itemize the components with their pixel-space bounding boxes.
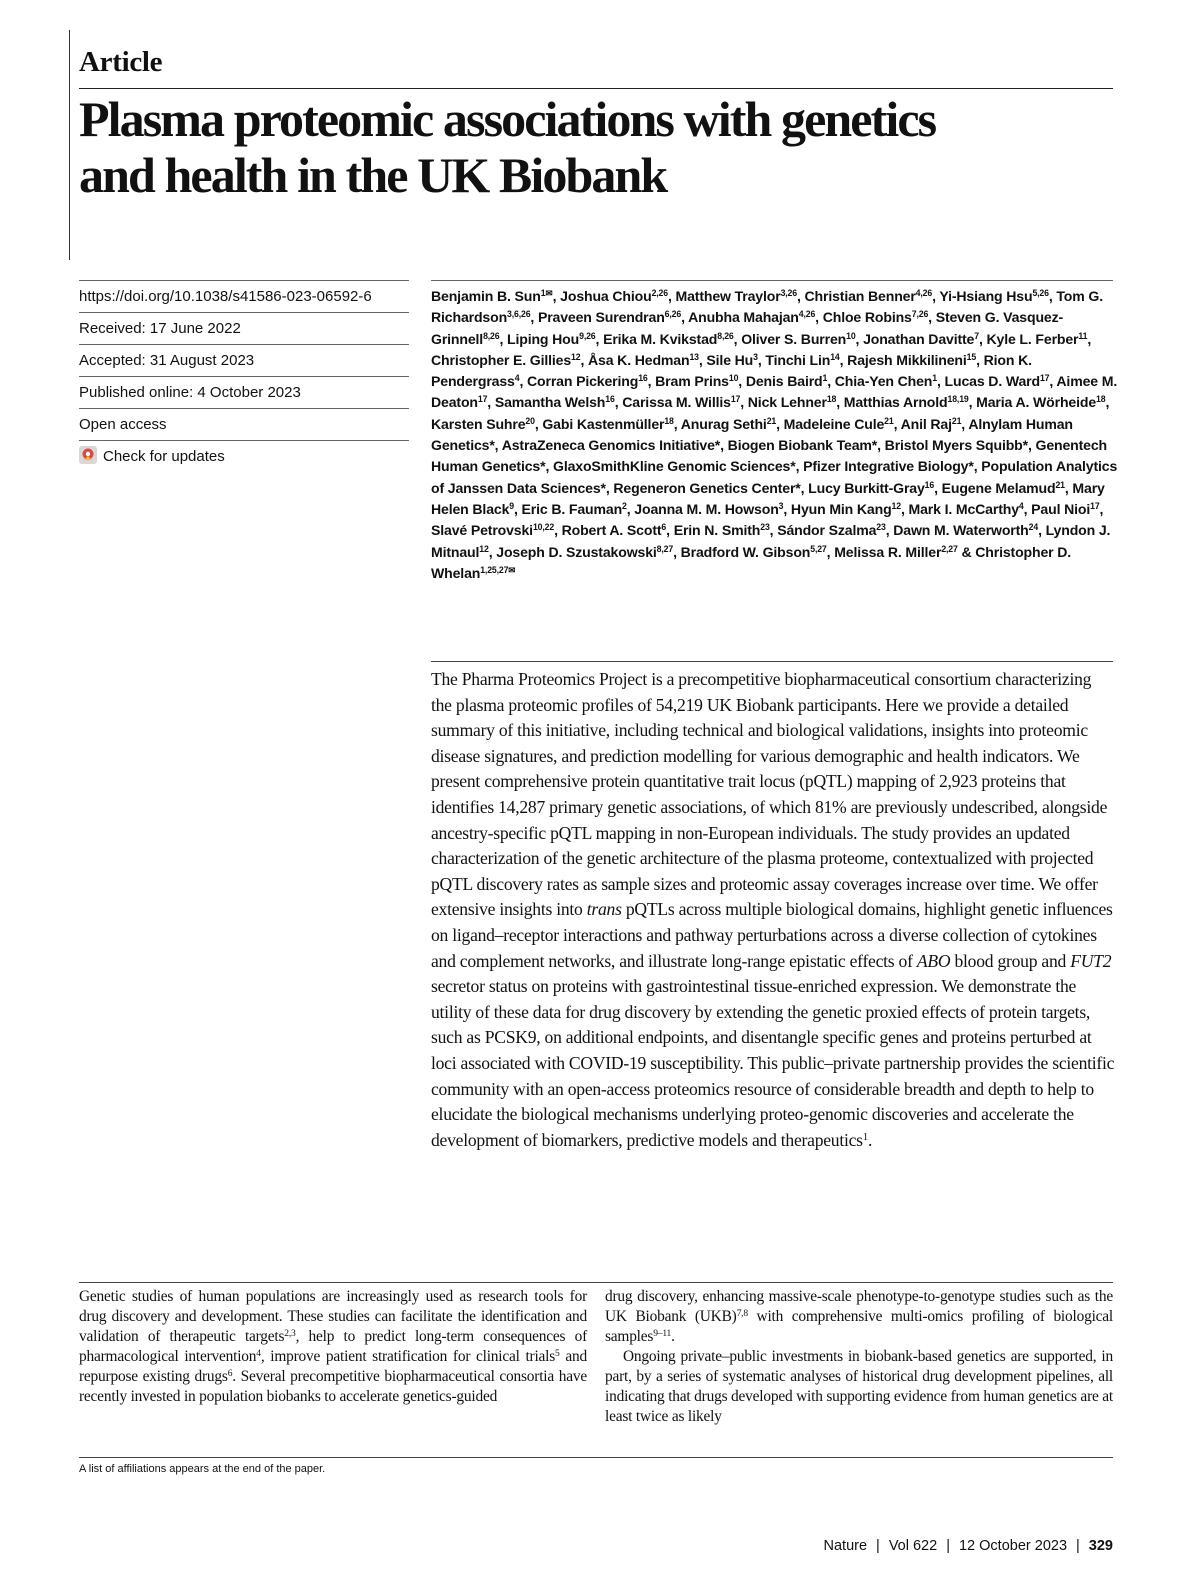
author-separator: , [1087, 330, 1092, 347]
author-name[interactable]: Erin N. Smith [673, 522, 761, 539]
author-affiliation: 4,26 [915, 288, 933, 299]
author-name[interactable]: Yi-Hsiang Hsu [939, 288, 1033, 304]
author-separator: , [928, 309, 936, 326]
author-name[interactable]: Bristol Myers Squibb* [884, 437, 1028, 454]
citation[interactable]: 9–11 [653, 1327, 672, 1339]
author-affiliation: 2 [622, 501, 627, 512]
author-affiliation: 14 [830, 352, 840, 363]
body-text: with comprehensive multi-omics profiling of biological samples [605, 1308, 1113, 1345]
author-affiliation: 21 [766, 415, 777, 426]
author-affiliation: 2,27 [941, 543, 958, 554]
author-separator: , [530, 309, 538, 326]
author-separator: , [738, 373, 746, 390]
author-name[interactable]: Eric B. Fauman [521, 500, 623, 517]
author-affiliation: 18 [664, 415, 674, 426]
author-separator: , [681, 309, 689, 326]
author-separator: , [552, 288, 561, 304]
published-date: Published online: 4 October 2023 [79, 376, 409, 408]
margin-rule [69, 30, 70, 260]
author-name[interactable]: Jonathan Davitte [863, 330, 975, 347]
abstract-text-4: secretor status on proteins with gastrointestinal tissue-enriched expression. We demonstrate the utility of these data for drug discovery by extending the genetic proxied effects of protein targets, such as PCSK9, on additional endpoints, and disentangle specific genes and proteins perturbed at loci associated with COVID-19 susceptibility. This public–private partnership provides the scientific community with an open-access proteomics resource of considerable breadth and depth to help to elucidate the biological mechanisms underlying proteo-genomic discoveries and accelerate the development of biomarkers, predictive models and therapeutics [431, 976, 1115, 1150]
affiliations-footnote: A list of affiliations appears at the end of the paper. [79, 1463, 326, 1475]
abstract-italic-fut2: FUT2 [1070, 950, 1112, 971]
author-separator: , [1049, 373, 1057, 390]
author-separator: , [932, 288, 940, 304]
author-affiliation: 8,27 [656, 543, 674, 554]
author-separator: , [973, 458, 982, 475]
abstract-text-1: The Pharma Proteomics Project is a precompetitive biopharmaceutical consortium characterizing the plasma proteomic profiles of 54,219 UK Biobank participants. Here we provide a detailed summary of this initiative, including technical and biological validations, insights into proteomic disease signatures, and prediction modelling for various demographic and health indicators. We present comprehensive protein quantitative trait locus (pQTL) mapping of 2,923 proteins that identifies 14,287 primary genetic associations, of which 81% are previously undescribed, alongside ancestry-specific pQTL mapping in non-European individuals. The study provides an updated characterization of the genetic architecture of the plasma proteome, contextualized with projected pQTL discovery rates as sample sizes and proteomic assay coverages increase over time. We offer extensive insights into [431, 669, 1108, 920]
author-name[interactable]: Erika M. Kvikstad [603, 330, 718, 347]
footer-separator: | [876, 1538, 880, 1554]
author-name[interactable]: Eugene Melamud [941, 479, 1056, 496]
author-name[interactable]: Sile Hu [706, 351, 754, 368]
check-updates-label: Check for updates [103, 448, 225, 465]
citation[interactable]: 5 [555, 1347, 560, 1359]
body-text: . [671, 1328, 675, 1345]
author-separator: , [885, 522, 894, 539]
author-affiliation: 17 [477, 394, 488, 405]
author-separator: , [519, 373, 528, 390]
author-affiliation: 21 [1055, 479, 1065, 490]
check-updates-icon [79, 446, 97, 464]
author-affiliation: 10 [846, 330, 856, 341]
author-separator: , [934, 479, 942, 496]
author-separator: , [499, 330, 508, 347]
author-name[interactable]: Benjamin B. Sun [431, 288, 541, 304]
body-text: and repurpose existing drugs [79, 1348, 587, 1385]
author-separator: , [827, 373, 835, 390]
author-name[interactable]: Christian Benner [804, 288, 916, 304]
author-affiliation: 12 [571, 352, 581, 363]
author-affiliation: 23 [760, 522, 770, 533]
abstract-text-2: pQTLs across multiple biological domains, highlight genetic influences on ligand–receptor interactions and pathway perturbations across a diverse collection of cytokines and complement networks, and illustrate long-range epistatic effects of [431, 899, 1113, 971]
author-affiliation: 5,27 [810, 543, 827, 554]
footer-separator: | [1076, 1538, 1080, 1554]
body-paragraph-1 [79, 1287, 587, 1407]
author-affiliation: 24 [1028, 522, 1039, 533]
author-name[interactable]: Lucas D. Ward [944, 373, 1040, 390]
author-separator: , [893, 415, 901, 432]
author-separator: , [534, 415, 543, 432]
author-separator: , [673, 543, 681, 560]
author-separator: , [667, 288, 676, 304]
article-title [79, 91, 1139, 203]
author-separator: , [855, 330, 864, 347]
author-name[interactable]: Alnylam Human Genetics* [431, 415, 1073, 454]
author-affiliation: 13 [689, 352, 699, 363]
volume: Vol 622 [888, 1538, 938, 1554]
author-separator: , [740, 394, 748, 411]
body-text: Genetic studies of human populations are increasingly used as research tools for drug discovery and development. These studies can facilitate the identification and validation of therapeutic targets [79, 1288, 587, 1345]
author-separator: , [757, 351, 766, 368]
author-name[interactable]: Robert A. Scott [561, 522, 662, 539]
author-separator: , [1105, 394, 1110, 411]
author-separator: , [795, 458, 804, 475]
author-name[interactable]: Karsten Suhre [431, 415, 526, 432]
author-name[interactable]: Christopher E. Gillies [431, 351, 572, 368]
body-paragraph-2 [605, 1287, 1113, 1347]
author-separator: , [1048, 288, 1057, 304]
author-affiliation: 16 [924, 479, 935, 490]
author-separator: , [836, 394, 844, 411]
body-column-2 [605, 1287, 1113, 1427]
abstract-text-3: blood group and [950, 950, 1071, 971]
author-affiliation: 18 [1096, 394, 1106, 405]
author-name[interactable]: Dawn M. Waterworth [893, 522, 1029, 539]
citation[interactable]: 4 [256, 1347, 261, 1359]
author-affiliation: 11 [1078, 330, 1088, 341]
footer-separator: | [946, 1538, 950, 1554]
author-separator: , [605, 479, 614, 496]
author-separator: , [783, 500, 791, 517]
received-date: Received: 17 June 2022 [79, 312, 409, 344]
author-name[interactable]: Anil Raj [900, 415, 952, 432]
author-name[interactable]: Population Analytics of Janssen Data Sciences* [431, 458, 1118, 496]
author-separator: , [976, 351, 984, 368]
body-text: , improve patient stratification for clinical trials [260, 1348, 556, 1365]
author-separator: , [698, 351, 707, 368]
author-name[interactable]: Bram Prins [655, 373, 729, 390]
citation[interactable]: 7,8 [736, 1307, 748, 1319]
author-name[interactable]: Samantha Welsh [494, 394, 606, 411]
accepted-date: Accepted: 31 August 2023 [79, 344, 409, 376]
author-affiliation: 7 [974, 330, 979, 341]
author-affiliation: 1 [932, 373, 937, 384]
author-separator: , [961, 415, 969, 432]
author-affiliation: 12 [891, 501, 901, 512]
author-name[interactable]: Bradford W. Gibson [680, 543, 811, 560]
author-affiliation: 17 [1090, 501, 1100, 512]
author-name[interactable]: Oliver S. Burren [741, 330, 847, 347]
abstract-text-end: . [867, 1129, 873, 1150]
author-separator: , [978, 330, 987, 347]
author-affiliation: 2,26 [651, 288, 668, 299]
author-name[interactable]: Joshua Chiou [560, 288, 652, 304]
author-name[interactable]: Tom G. Richardson [431, 288, 1103, 326]
author-name[interactable]: AstraZeneca Genomics Initiative* [501, 437, 721, 454]
author-name[interactable]: Joseph D. Szustakowski [496, 543, 657, 560]
issue-date: 12 October 2023 [958, 1538, 1068, 1554]
author-name[interactable]: Matthew Traylor [675, 288, 781, 304]
author-separator: , [488, 543, 497, 560]
abstract-italic-trans: trans [586, 899, 622, 920]
abstract-italic-abo: ABO [916, 950, 951, 971]
citation[interactable]: 6 [227, 1367, 233, 1379]
author-affiliation: 4 [1018, 501, 1024, 512]
author-affiliation: 9,26 [579, 330, 596, 341]
author-name[interactable]: Genentech Human Genetics* [431, 437, 1108, 475]
author-separator: , [839, 351, 848, 368]
author-name[interactable]: Aimee M. Deaton [431, 373, 1118, 411]
body-column-1 [79, 1287, 587, 1407]
author-separator: , [1027, 437, 1036, 454]
author-separator: , [1064, 479, 1073, 496]
author-name[interactable]: Mary Helen Black [431, 479, 1105, 517]
author-name[interactable]: Anubha Mahajan [688, 309, 799, 326]
author-name[interactable]: Chloe Robins [822, 309, 912, 326]
author-name[interactable]: Steven G. Vasquez-Grinnell [431, 309, 1064, 347]
author-separator: , [733, 330, 742, 347]
author-name[interactable]: Tinchi Lin [765, 351, 831, 368]
author-affiliation: 5,26 [1032, 288, 1049, 299]
author-name[interactable]: Praveen Surendran [537, 309, 665, 326]
author-name[interactable]: Lucy Burkitt-Gray [808, 479, 925, 496]
footnote-rule [79, 1457, 1113, 1458]
author-separator: , [666, 522, 674, 539]
author-affiliation: 15 [966, 352, 977, 363]
author-name[interactable]: Gabi Kastenmüller [542, 415, 665, 432]
author-separator: , [877, 437, 885, 454]
page-number: 329 [1088, 1538, 1113, 1554]
body-rule [79, 1282, 1113, 1283]
author-separator: & [957, 543, 976, 560]
author-name[interactable]: Mark I. McCarthy [908, 500, 1019, 517]
body-text: drug discovery, enhancing massive-scale phenotype-to-genotype studies such as the UK Biobank (UKB) [605, 1288, 1113, 1325]
author-separator: , [595, 330, 604, 347]
author-name[interactable]: Hyun Min Kang [790, 500, 892, 517]
author-name[interactable]: Madeleine Cule [783, 415, 885, 432]
author-affiliation: 10 [728, 373, 739, 384]
author-separator: , [1038, 522, 1046, 539]
author-separator: , [487, 394, 495, 411]
author-separator: , [614, 394, 623, 411]
author-name[interactable]: Matthias Arnold [843, 394, 948, 411]
author-affiliation: 6 [661, 522, 667, 533]
author-affiliation: 3,26 [780, 288, 797, 299]
author-name[interactable]: Åsa K. Hedman [588, 351, 690, 368]
author-affiliation: 18 [826, 394, 837, 405]
author-affiliation: 8,26 [717, 330, 734, 341]
author-separator: , [776, 415, 784, 432]
citation[interactable]: 2,3 [284, 1327, 296, 1339]
author-name[interactable]: Christopher D. Whelan [431, 543, 1072, 581]
author-affiliation: 4,26 [798, 309, 816, 320]
author-separator: , [826, 543, 835, 560]
author-name[interactable]: Pfizer Integrative Biology* [803, 458, 974, 475]
author-name[interactable]: Chia-Yen Chen [834, 373, 933, 390]
doi-link[interactable]: https://doi.org/10.1038/s41586-023-06592-6 [79, 280, 409, 312]
author-affiliation: 17 [1039, 373, 1050, 384]
author-affiliation: 3 [753, 352, 758, 363]
page-footer [824, 1538, 1114, 1554]
author-name[interactable]: Biogen Biobank Team* [727, 437, 878, 454]
abstract-citation[interactable]: 1 [862, 1130, 868, 1143]
author-affiliation: 7,26 [911, 309, 929, 320]
abstract [431, 667, 1116, 1153]
author-affiliation: 21 [951, 415, 962, 426]
author-name[interactable]: Lyndon J. Mitnaul [431, 522, 1111, 560]
author-separator: , [815, 309, 823, 326]
author-separator: , [769, 522, 778, 539]
author-name[interactable]: Joanna M. M. Howson [634, 500, 779, 517]
author-affiliation: 20 [525, 415, 535, 426]
author-separator: , [1023, 500, 1032, 517]
author-affiliation: 10,22 [532, 522, 555, 533]
author-name[interactable]: Slavé Petrovski [431, 522, 533, 539]
author-affiliation: 21 [884, 415, 894, 426]
author-affiliation: 17 [730, 394, 741, 405]
author-separator: , [513, 500, 522, 517]
author-affiliation: 8,26 [483, 330, 500, 341]
body-paragraph-3: Ongoing private–public investments in biobank-based genetics are supported, in part, by a series of systematic analyses of historical drug development pipelines, all indicating that drugs developed with supporting evidence from human genetics are at least twice as likely [605, 1348, 1113, 1425]
author-separator: , [720, 437, 728, 454]
author-affiliation: 1✉ [540, 288, 553, 299]
author-name[interactable]: Regeneron Genetics Center* [613, 479, 801, 496]
journal-name: Nature [823, 1538, 868, 1554]
author-affiliation: 18,19 [947, 394, 969, 405]
author-affiliation: 16 [605, 394, 615, 405]
author-affiliation: 3 [778, 501, 784, 512]
author-name[interactable]: Sándor Szalma [777, 522, 877, 539]
author-affiliation: 4 [514, 373, 520, 384]
authors-rule [431, 280, 1113, 281]
author-name[interactable]: Paul Nioi [1031, 500, 1091, 517]
author-name[interactable]: Liping Hou [507, 330, 580, 347]
author-name[interactable]: Anurag Sethi [680, 415, 767, 432]
author-affiliation: 1,25,27✉ [480, 565, 516, 576]
author-separator: , [968, 394, 977, 411]
author-separator: , [800, 479, 809, 496]
author-separator: , [1099, 500, 1104, 517]
author-affiliation: 6,26 [664, 309, 682, 320]
author-separator: , [580, 351, 588, 368]
author-separator: , [554, 522, 562, 539]
author-name[interactable]: Corran Pickering [527, 373, 639, 390]
author-affiliation: 3,6,26 [507, 309, 531, 320]
author-separator: , [545, 458, 553, 475]
article-metadata [79, 280, 409, 472]
author-affiliation: 23 [876, 522, 886, 533]
author-separator: , [626, 500, 635, 517]
author-affiliation: 12 [479, 543, 489, 554]
author-separator: , [796, 288, 805, 304]
author-name[interactable]: Melissa R. Miller [834, 543, 942, 560]
author-separator: , [937, 373, 945, 390]
author-name[interactable]: Kyle L. Ferber [986, 330, 1079, 347]
author-name[interactable]: Rion K. Pendergrass [431, 351, 1032, 390]
title-line-2: and health in the UK Biobank [79, 147, 667, 203]
author-list [431, 286, 1121, 584]
author-separator: , [647, 373, 656, 390]
body-text: , help to predict long-term consequences of pharmacological intervention [79, 1328, 588, 1365]
open-access-label: Open access [79, 408, 409, 440]
author-affiliation: 16 [638, 373, 648, 384]
author-affiliation: 1 [822, 373, 828, 384]
header-rule [79, 88, 1113, 89]
author-name[interactable]: Carissa M. Willis [622, 394, 731, 411]
body-text: . Several precompetitive biopharmaceutical consortia have recently invested in population biobanks to accelerate genetics-guided [79, 1368, 588, 1405]
author-separator: , [494, 437, 502, 454]
author-name[interactable]: Nick Lehner [747, 394, 827, 411]
author-separator: , [673, 415, 681, 432]
author-name[interactable]: Denis Baird [745, 373, 823, 390]
article-type-label: Article [79, 46, 163, 78]
author-name[interactable]: Maria A. Wörheide [976, 394, 1097, 411]
check-for-updates-button[interactable] [79, 440, 409, 472]
author-name[interactable]: GlaxoSmithKline Genomic Sciences* [553, 458, 796, 475]
author-separator: , [900, 500, 909, 517]
title-line-1: Plasma proteomic associations with genetics [79, 91, 936, 147]
author-name[interactable]: Rajesh Mikkilineni [847, 351, 967, 368]
abstract-rule [431, 661, 1113, 662]
author-affiliation: 9 [509, 501, 514, 512]
